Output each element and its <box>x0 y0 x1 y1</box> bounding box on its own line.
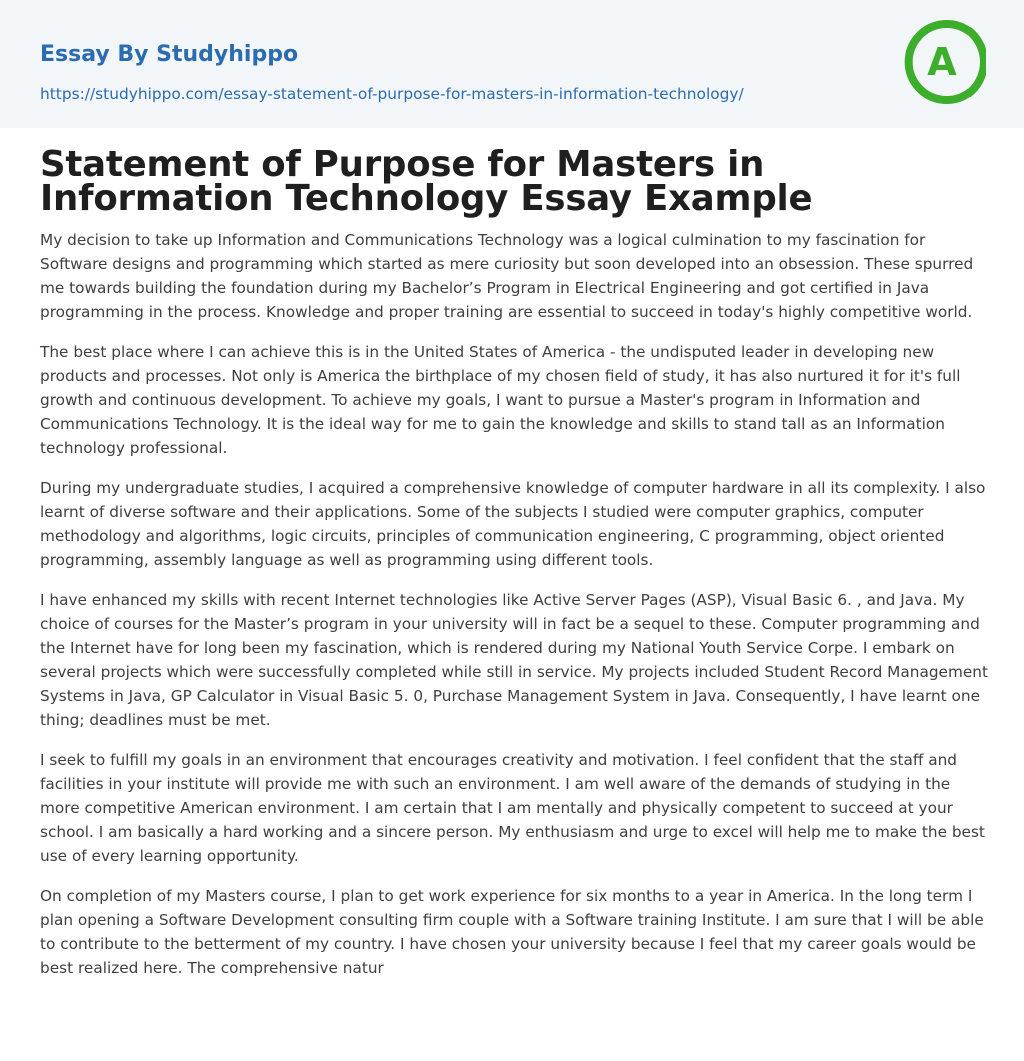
essay-url-link[interactable]: https://studyhippo.com/essay-statement-of-purpose-for-masters-in-information-technology/ <box>40 85 744 103</box>
essay-body <box>40 228 988 996</box>
essay-paragraph: I have enhanced my skills with recent Internet technologies like Active Server Pages (ASP), Visual Basic 6. , and Java. My choice of courses for the Master’s program in your university will in fact be a sequel to these. Computer programming and the Internet have for long been my fascination, which is rendered during my National Youth Service Corpe. I embark on several projects which were successfully completed while still in service. My projects included Student Record Management Systems in Java, GP Calculator in Visual Basic 5. 0, Purchase Management System in Java. Consequently, I have learnt one thing; deadlines must be met. <box>40 591 988 729</box>
essay-title: Statement of Purpose for Masters in Information Technology Essay Example <box>40 144 813 219</box>
essay-paragraph: During my undergraduate studies, I acquired a comprehensive knowledge of computer hardware in all its complexity. I also learnt of diverse software and their applications. Some of the subjects I studied were computer graphics, computer methodology and algorithms, logic circuits, principles of communication engineering, C programming, object oriented programming, assembly language as well as programming using different tools. <box>40 479 986 569</box>
studyhippo-logo-icon[interactable] <box>898 18 986 106</box>
essay-paragraph: My decision to take up Information and Communications Technology was a logical culmination to my fascination for Software designs and programming which started as mere curiosity but soon developed into an obsession. These spurred me towards building the foundation during my Bachelor’s Program in Electrical Engineering and got certified in Java programming in the process. Knowledge and proper training are essential to succeed in today's highly competitive world. <box>40 231 974 321</box>
brand-name[interactable]: Essay By Studyhippo <box>40 42 299 67</box>
essay-paragraph: On completion of my Masters course, I plan to get work experience for six months to a year in America. In the long term I plan opening a Software Development consulting firm couple with a Software training Institute. I am sure that I will be able to contribute to the betterment of my country. I have chosen your university because I feel that my career goals would be best realized here. The comprehensive natur <box>40 887 984 977</box>
site-header <box>0 0 1024 128</box>
essay-paragraph: The best place where I can achieve this is in the United States of America - the undisputed leader in developing new products and processes. Not only is America the birthplace of my chosen field of study, it has also nurtured it for it's full growth and continuous development. To achieve my goals, I want to pursue a Master's program in Information and Communications Technology. It is the ideal way for me to gain the knowledge and skills to stand tall as an Information technology professional. <box>40 343 961 457</box>
logo-letter: A <box>927 40 957 84</box>
essay-paragraph: I seek to fulfill my goals in an environment that encourages creativity and motivation. I feel confident that the staff and facilities in your institute will provide me with such an environment. I am well aware of the demands of studying in the more competitive American environment. I am certain that I am mentally and physically competent to succeed at your school. I am basically a hard working and a sincere person. My enthusiasm and urge to excel will help me to make the best use of every learning opportunity. <box>40 751 985 865</box>
